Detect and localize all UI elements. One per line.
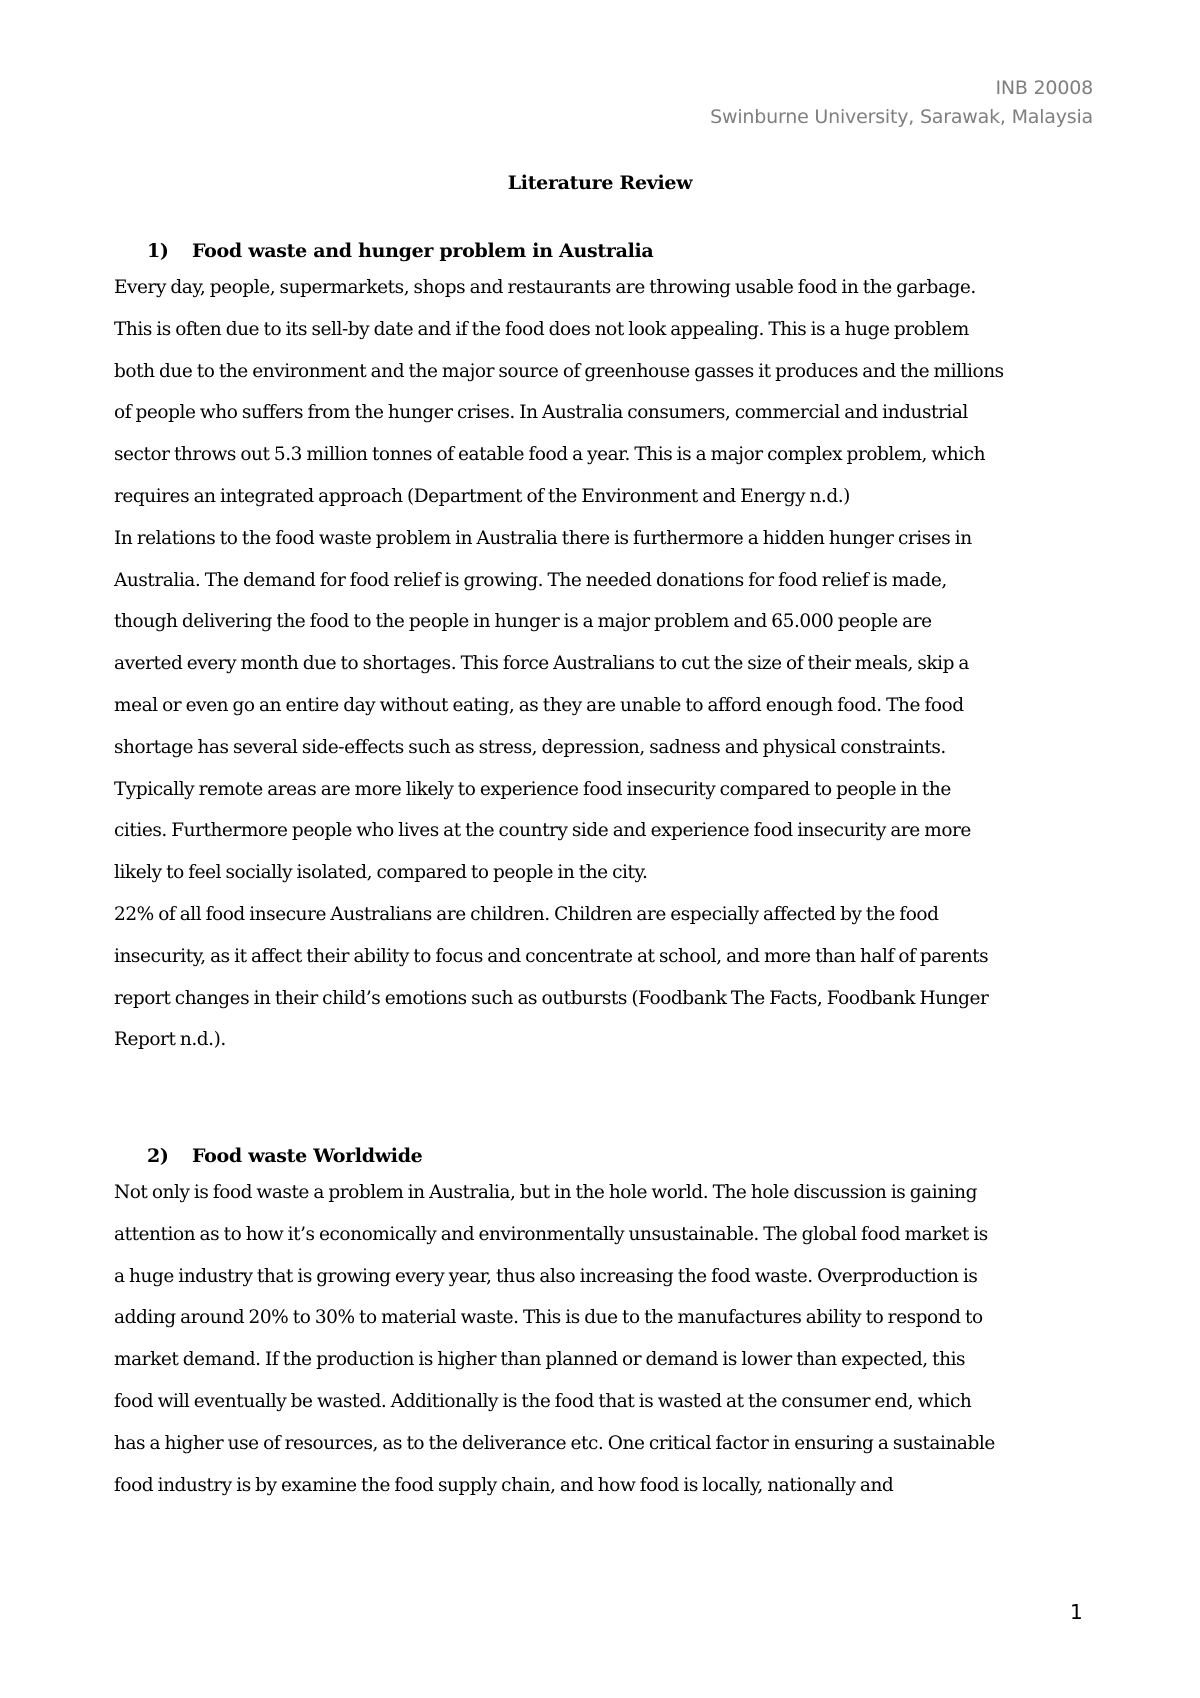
course-code: INB 20008 bbox=[995, 77, 1093, 99]
text-line: cities. Furthermore people who lives at the country side and experience food insecurity are more bbox=[114, 820, 971, 842]
text-line: both due to the environment and the major source of greenhouse gasses it produces and the millions bbox=[114, 360, 1004, 382]
text-line: likely to feel socially isolated, compared to people in the city. bbox=[114, 862, 648, 884]
text-line: adding around 20% to 30% to material waste. This is due to the manufactures ability to respond to bbox=[114, 1307, 983, 1329]
text-line: market demand. If the production is higher than planned or demand is lower than expected, this bbox=[114, 1349, 966, 1371]
section-body-2 bbox=[114, 1172, 1094, 1506]
text-line: has a higher use of resources, as to the deliverance etc. One critical factor in ensuring a sustainable bbox=[114, 1432, 995, 1454]
text-line: Report n.d.). bbox=[114, 1029, 226, 1051]
document-title: Literature Review bbox=[507, 172, 693, 194]
text-line: Every day, people, supermarkets, shops and restaurants are throwing usable food in the garbage. bbox=[114, 277, 976, 298]
section-body-1 bbox=[114, 267, 1094, 1061]
text-line: sector throws out 5.3 million tonnes of eatable food a year. This is a major complex problem, which bbox=[114, 444, 986, 466]
text-line: requires an integrated approach (Department of the Environment and Energy n.d.) bbox=[114, 485, 850, 507]
text-line: In relations to the food waste problem in Australia there is furthermore a hidden hunger crises in bbox=[114, 527, 972, 549]
text-line: shortage has several side-effects such as stress, depression, sadness and physical constraints. bbox=[114, 736, 946, 758]
text-line: though delivering the food to the people in hunger is a major problem and 65.000 people are bbox=[114, 611, 932, 633]
text-line: food industry is by examine the food supply chain, and how food is locally, nationally and bbox=[114, 1474, 894, 1496]
text-line: Not only is food waste a problem in Australia, but in the hole world. The hole discussion is gaining bbox=[114, 1182, 977, 1203]
text-line: food will eventually be wasted. Additionally is the food that is wasted at the consumer end, which bbox=[114, 1390, 972, 1412]
section-number: 1) bbox=[147, 240, 169, 262]
text-line: averted every month due to shortages. This force Australians to cut the size of their meals, skip a bbox=[114, 653, 969, 675]
text-line: attention as to how it’s economically and environmentally unsustainable. The global food market is bbox=[114, 1223, 988, 1245]
text-line: report changes in their child’s emotions such as outbursts (Foodbank The Facts, Foodbank Hunger bbox=[114, 987, 989, 1009]
section-heading-1 bbox=[147, 240, 653, 262]
section-title: Food waste and hunger problem in Australia bbox=[192, 240, 654, 262]
page-header bbox=[710, 74, 1093, 132]
text-line: meal or even go an entire day without eating, as they are unable to afford enough food. The food bbox=[114, 694, 964, 716]
section-heading-2 bbox=[147, 1145, 422, 1167]
text-line: This is often due to its sell-by date and if the food does not look appealing. This is a huge problem bbox=[114, 318, 969, 340]
text-line: insecurity, as it affect their ability to focus and concentrate at school, and more than half of parents bbox=[114, 945, 989, 967]
institution-name: Swinburne University, Sarawak, Malaysia bbox=[710, 106, 1093, 128]
text-line: Australia. The demand for food relief is growing. The needed donations for food relief is made, bbox=[114, 569, 947, 591]
text-line: a huge industry that is growing every year, thus also increasing the food waste. Overproduction is bbox=[114, 1265, 978, 1287]
text-line: 22% of all food insecure Australians are children. Children are especially affected by the food bbox=[114, 903, 939, 925]
page-number: 1 bbox=[1070, 1600, 1083, 1624]
section-number: 2) bbox=[147, 1145, 169, 1167]
section-title: Food waste Worldwide bbox=[192, 1145, 423, 1167]
text-line: Typically remote areas are more likely to experience food insecurity compared to people in the bbox=[114, 778, 951, 800]
text-line: of people who suffers from the hunger crises. In Australia consumers, commercial and industrial bbox=[114, 402, 968, 424]
